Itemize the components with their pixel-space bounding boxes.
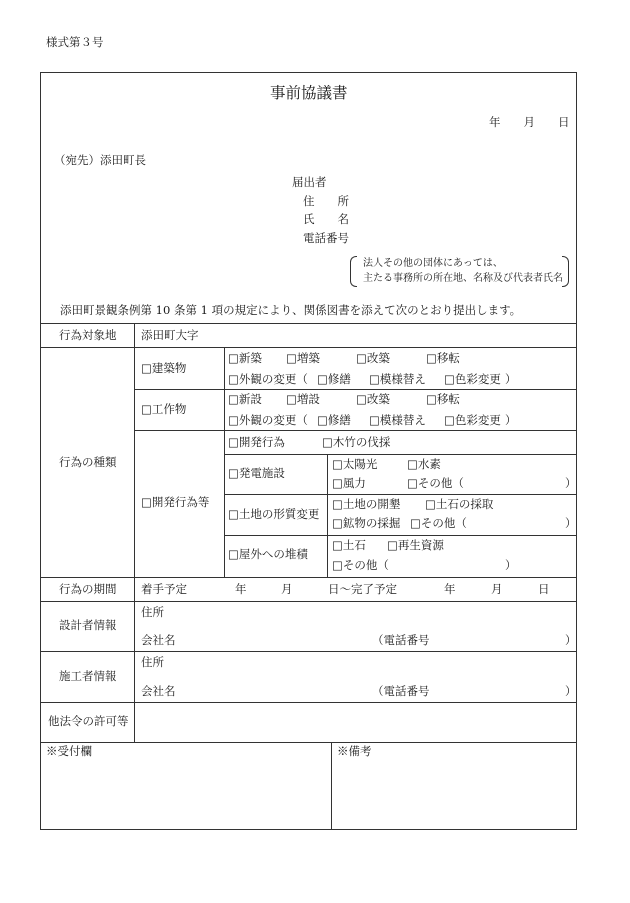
types-label: 行為の種類 <box>59 455 117 469</box>
location-value[interactable]: 添田町大字 <box>141 328 199 342</box>
rule <box>40 651 577 652</box>
building-relocate-checkbox[interactable]: □移転 <box>426 351 460 365</box>
remarks-label: ※備考 <box>337 744 372 758</box>
designer-close-paren: ） <box>565 633 577 647</box>
building-checkbox[interactable]: □建築物 <box>141 361 187 375</box>
rule <box>134 389 577 390</box>
structure-checkbox[interactable]: □工作物 <box>141 402 187 416</box>
building-extension-checkbox[interactable]: □増築 <box>286 351 320 365</box>
solar-checkbox[interactable]: □太陽光 <box>332 457 378 471</box>
designer-phone[interactable]: （電話番号 <box>372 633 430 647</box>
land-clearing-checkbox[interactable]: □土地の開墾 <box>332 497 401 511</box>
period-start: 着手予定 <box>141 582 187 596</box>
structure-exterior-checkbox[interactable]: □外観の変更（ <box>228 413 308 427</box>
rule <box>134 323 135 742</box>
power-other-checkbox[interactable]: □その他（ <box>407 476 464 490</box>
builder-phone[interactable]: （電話番号 <box>372 684 430 698</box>
end-day[interactable]: 日 <box>538 582 550 596</box>
storage-other-checkbox[interactable]: □その他（ <box>332 558 389 572</box>
builder-address[interactable]: 住所 <box>141 655 164 669</box>
rule <box>224 535 577 536</box>
rule <box>224 454 577 455</box>
land-close-paren: ） <box>565 516 577 530</box>
builder-label: 施工者情報 <box>59 669 117 683</box>
recycled-resources-checkbox[interactable]: □再生資源 <box>387 538 444 552</box>
designer-address[interactable]: 住所 <box>141 605 164 619</box>
addressee: （宛先）添田町長 <box>54 153 146 167</box>
end-month[interactable]: 月 <box>491 582 503 596</box>
builder-close-paren: ） <box>565 684 577 698</box>
development-checkbox[interactable]: □開発行為等 <box>141 495 210 509</box>
form-number: 様式第３号 <box>46 35 104 49</box>
builder-company[interactable]: 会社名 <box>141 684 176 698</box>
period-mid: 日～完了予定 <box>328 582 397 596</box>
rule <box>134 430 577 431</box>
wind-checkbox[interactable]: □風力 <box>332 476 366 490</box>
structure-extension-checkbox[interactable]: □増設 <box>286 392 320 406</box>
applicant-note-line1: 法人その他の団体にあっては、 <box>363 258 503 269</box>
building-new-checkbox[interactable]: □新築 <box>228 351 262 365</box>
address-label: 住 所 <box>303 194 349 208</box>
soil-stone-checkbox[interactable]: □土石 <box>332 538 366 552</box>
rule <box>224 494 577 495</box>
date-line[interactable]: 年 月 日 <box>489 115 570 129</box>
development-act-checkbox[interactable]: □開発行為 <box>228 435 285 449</box>
phone-label: 電話番号 <box>303 231 349 245</box>
structure-remodel-checkbox[interactable]: □模様替え <box>369 413 426 427</box>
name-label: 氏 名 <box>303 212 349 226</box>
rule <box>40 347 577 348</box>
structure-color-checkbox[interactable]: □色彩変更 <box>444 413 501 427</box>
building-remodel-checkbox[interactable]: □模様替え <box>369 372 426 386</box>
rule <box>40 702 577 703</box>
structure-close-paren: ） <box>505 413 517 427</box>
structure-rebuild-checkbox[interactable]: □改築 <box>356 392 390 406</box>
rule <box>40 601 577 602</box>
note-bracket-right <box>562 256 569 287</box>
applicant-note-line2: 主たる事務所の所在地、名称及び代表者氏名 <box>363 273 563 284</box>
note-bracket-left <box>350 256 357 287</box>
structure-relocate-checkbox[interactable]: □移転 <box>426 392 460 406</box>
other-permits-field[interactable] <box>140 708 570 736</box>
applicant-header: 届出者 <box>292 175 327 189</box>
power-plant-checkbox[interactable]: □発電施設 <box>228 466 285 480</box>
period-label: 行為の期間 <box>59 582 117 596</box>
structure-new-checkbox[interactable]: □新設 <box>228 392 262 406</box>
structure-repair-checkbox[interactable]: □修繕 <box>317 413 351 427</box>
building-color-checkbox[interactable]: □色彩変更 <box>444 372 501 386</box>
storage-close-paren: ） <box>505 558 517 572</box>
rule <box>224 347 225 577</box>
rule <box>40 577 577 578</box>
mining-checkbox[interactable]: □鉱物の採掘 <box>332 516 401 530</box>
soil-extraction-checkbox[interactable]: □土石の採取 <box>425 497 494 511</box>
building-close-paren: ） <box>505 372 517 386</box>
intro-text: 添田町景観条例第 10 条第 1 項の規定により、関係図書を添えて次のとおり提出します。 <box>60 303 522 317</box>
building-rebuild-checkbox[interactable]: □改築 <box>356 351 390 365</box>
location-label: 行為対象地 <box>59 328 117 342</box>
hydrogen-checkbox[interactable]: □水素 <box>407 457 441 471</box>
start-month[interactable]: 月 <box>281 582 293 596</box>
tree-felling-checkbox[interactable]: □木竹の伐採 <box>322 435 391 449</box>
start-year[interactable]: 年 <box>235 582 247 596</box>
building-repair-checkbox[interactable]: □修繕 <box>317 372 351 386</box>
end-year[interactable]: 年 <box>444 582 456 596</box>
power-close-paren: ） <box>565 476 577 490</box>
form-title: 事前協議書 <box>270 84 348 102</box>
reception-label: ※受付欄 <box>46 744 92 758</box>
land-change-checkbox[interactable]: □土地の形質変更 <box>228 507 320 521</box>
land-other-checkbox[interactable]: □その他（ <box>410 516 467 530</box>
designer-company[interactable]: 会社名 <box>141 633 176 647</box>
other-permits-label: 他法令の許可等 <box>48 714 129 728</box>
rule <box>40 323 577 324</box>
outdoor-storage-checkbox[interactable]: □屋外への堆積 <box>228 547 308 561</box>
building-exterior-checkbox[interactable]: □外観の変更（ <box>228 372 308 386</box>
rule <box>40 742 577 743</box>
designer-label: 設計者情報 <box>59 618 117 632</box>
rule <box>331 742 332 830</box>
rule <box>327 454 328 577</box>
